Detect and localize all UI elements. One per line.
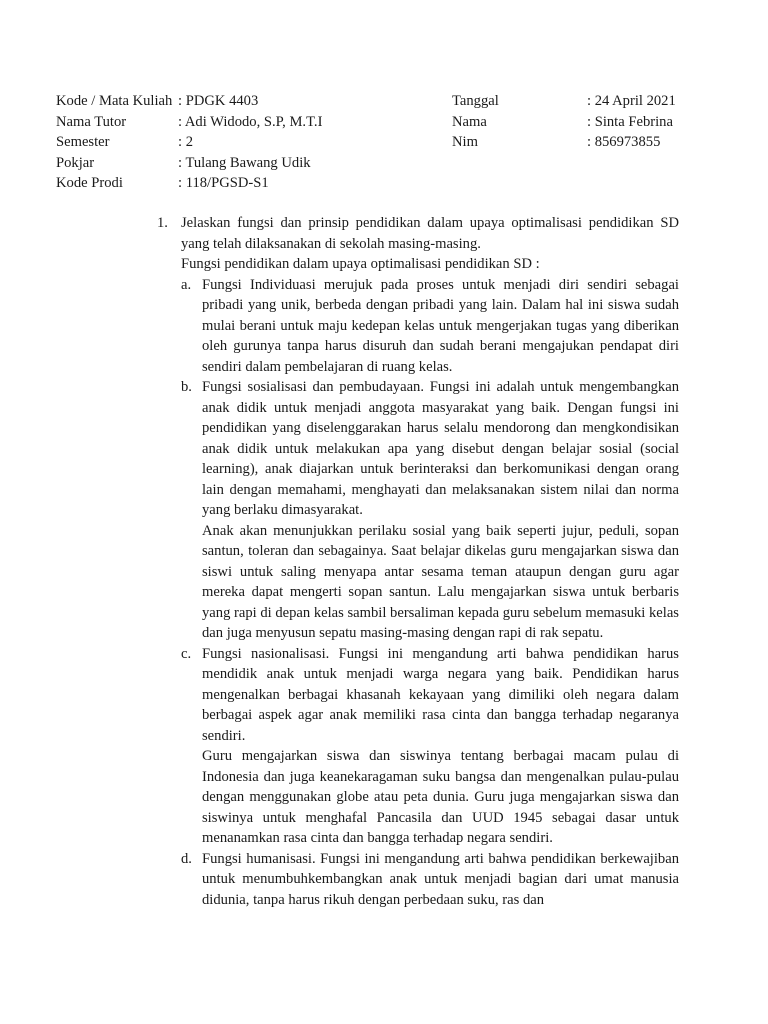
item-letter: c. — [181, 645, 192, 662]
list-item — [181, 849, 679, 911]
item-letter: d. — [181, 850, 192, 867]
pokjar-value: : Tulang Bawang Udik — [178, 154, 311, 171]
item-paragraph: Fungsi Individuasi merujuk pada proses untuk menjadi diri sendiri sebagai pribadi yang unik, berbeda dengan pribadi yang lain. Dalam hal ini siswa sudah mulai berani untuk maju kedepan kelas untuk mengerjakan tugas yang diberikan oleh gurunya tanpa harus disuruh dan sudah berani mengajukan pendapat diri sendiri dalam pembelajaran di ruang kelas. — [202, 276, 679, 375]
question-number: 1. — [157, 215, 168, 231]
item-paragraph: Fungsi humanisasi. Fungsi ini mengandung arti bahwa pendidikan berkewajiban untuk menumbuhkembangkan anak untuk menjadi bagian dari umat manusia didunia, tanpa harus rikuh dengan perbedaan suku, ras dan — [202, 850, 679, 908]
list-item — [181, 377, 679, 644]
header-row — [56, 173, 686, 194]
item-letter: b. — [181, 379, 192, 395]
item-text — [202, 644, 679, 849]
header-row — [56, 153, 686, 174]
list-item — [181, 644, 679, 849]
question-block — [157, 213, 679, 910]
question-content — [181, 213, 679, 910]
pokjar-label: Pokjar — [56, 154, 95, 171]
item-paragraph: Guru mengajarkan siswa dan siswinya tentang berbagai macam pulau di Indonesia dan juga keanekaragaman suku bangsa dan mengenalkan pulau-pulau dengan menggunakan globe atau peta dunia. Guru juga mengajarkan siswa dan siswinya untuk menghafal Pancasila dan UUD 1945 sebagai dasar untuk menanamkan rasa cinta dan bangga terhadap negara sendiri. — [202, 748, 679, 846]
item-text — [202, 849, 679, 911]
item-letter: a. — [181, 276, 192, 293]
answer-intro: Fungsi pendidikan dalam upaya optimalisasi pendidikan SD : — [181, 256, 540, 272]
name-value: : Sinta Febrina — [587, 113, 673, 130]
item-paragraph: Anak akan menunjukkan perilaku sosial yang baik seperti jujur, peduli, sopan santun, toleran dan sebagainya. Saat belajar dikelas guru mengajarkan siswa dan siswi untuk saling menyapa antar sesama teman ataupun dengan guru agar mereka dapat mengerti sopan santun. Lalu mengajarkan siswa untuk berbaris yang rapi di depan kelas sambil bersaliman kepada guru sebelum memasuki kelas dan juga menyusun sepatu masing-masing dengan rapi di rak sepatu. — [202, 522, 679, 641]
header-row — [56, 91, 686, 112]
nim-value: : 856973855 — [587, 134, 661, 150]
date-value: : 24 April 2021 — [587, 93, 676, 109]
item-text — [202, 275, 679, 378]
item-paragraph: Fungsi nasionalisasi. Fungsi ini mengandung arti bahwa pendidikan harus mendidik anak untuk menjadi warga negara yang baik. Pendidikan harus mengenalkan berbagai khasanah kekayaan yang dimiliki oleh negara dalam berbagai aspek agar anak memiliki rasa cinta dan bangga terhadap negaranya sendiri. — [202, 645, 679, 744]
tutor-value: : Adi Widodo, S.P, M.T.I — [178, 113, 323, 130]
program-code-value: : 118/PGSD-S1 — [178, 175, 269, 191]
course-code-value: : PDGK 4403 — [178, 93, 259, 109]
program-code-label: Kode Prodi — [56, 175, 123, 191]
course-code-label: Kode / Mata Kuliah — [56, 93, 173, 109]
item-text — [202, 377, 679, 644]
name-label: Nama — [452, 113, 487, 130]
header-row — [56, 132, 686, 153]
date-label: Tanggal — [452, 93, 499, 109]
nim-label: Nim — [452, 134, 478, 150]
list-item — [181, 275, 679, 378]
document-body — [157, 213, 679, 910]
semester-value: : 2 — [178, 134, 193, 150]
question-text: Jelaskan fungsi dan prinsip pendidikan dalam upaya optimalisasi pendidikan SD yang telah dilaksanakan di sekolah masing-masing. — [181, 215, 679, 252]
tutor-label: Nama Tutor — [56, 113, 127, 130]
semester-label: Semester — [56, 134, 110, 150]
document-header — [56, 91, 686, 194]
header-row — [56, 112, 686, 133]
item-paragraph: Fungsi sosialisasi dan pembudayaan. Fungsi ini adalah untuk mengembangkan anak didik untuk menjadi anggota masyarakat yang baik. Dengan fungsi ini pendidikan yang diselenggarakan harus selalu mendorong dan mengkondisikan anak didik untuk melakukan apa yang disebut dengan belajar sosial (social learning), anak diajarkan untuk berinteraksi dan berkomunikasi dengan orang lain dengan memahami, menghayati dan melaksanakan sistem nilai dan norma yang berlaku dimasyarakat. — [202, 379, 679, 518]
